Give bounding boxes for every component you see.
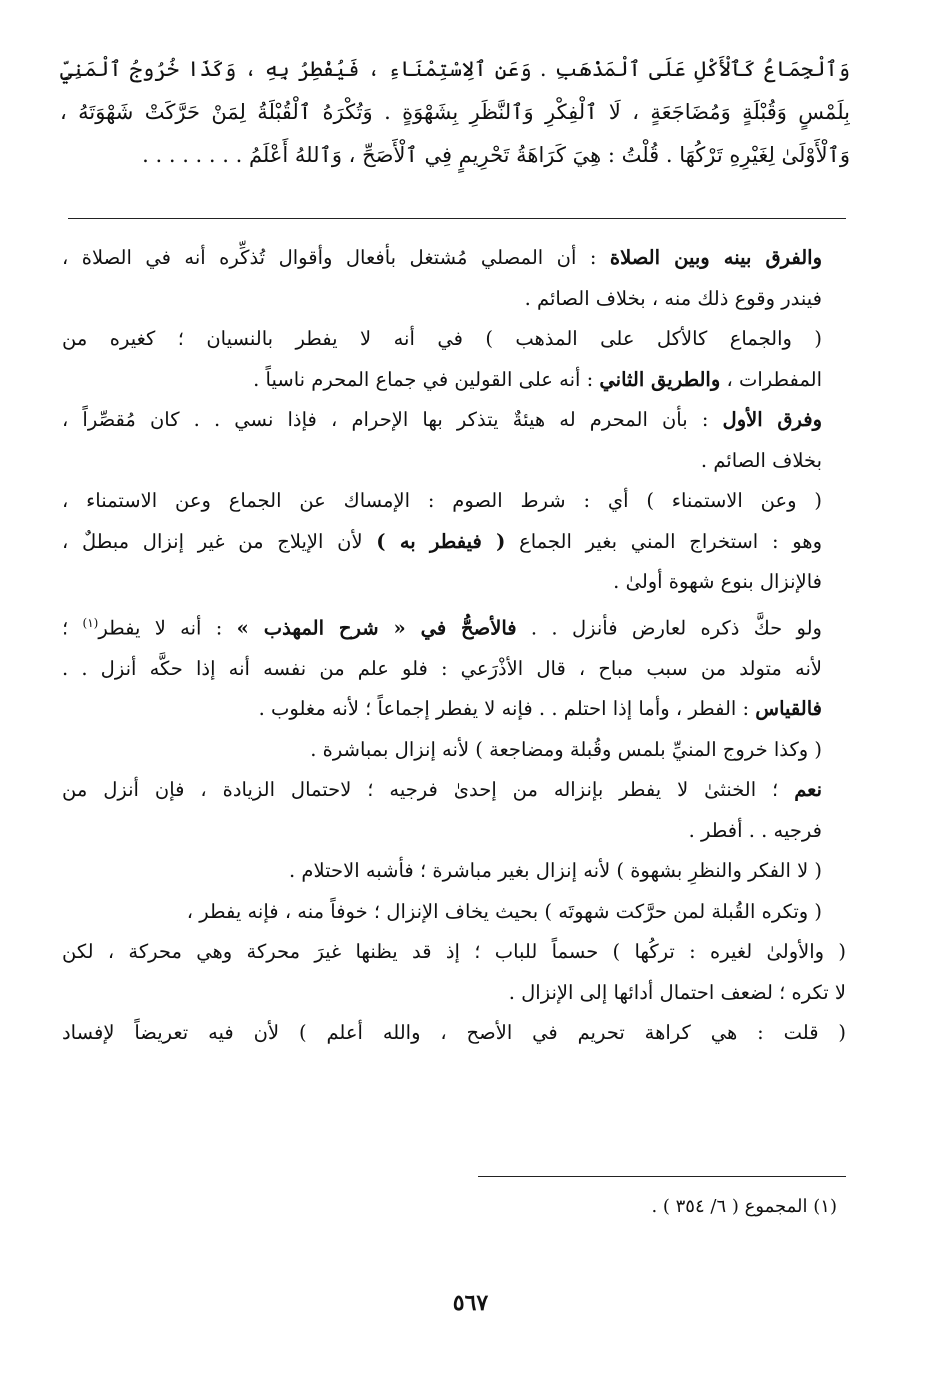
bold-lead: والطريق الثاني [599,367,721,391]
bold-lead: نعم [794,778,822,801]
matn-separator-rule [68,218,846,219]
matn-line: وَٱلْأَوْلَىٰ لِغَيْرِهِ تَرْكُهَا . قُلْتُ : هِيَ كَرَاهَةُ تَحْرِيمٍ فِي ٱلْأَصَحِّ ، وَٱللهُ أَعْلَمُ . . . . . . . . [142,143,850,167]
page-number: ٥٦٧ [452,1290,489,1316]
commentary-paragraph: ولو حكَّ ذكره لعارض فأنزل . . فالأصحُّ في « شرح المهذب » : أنه لا يفطر$^{(١)}$ ؛ لأنه متولد من سبب مباح ، قال الأذْرَعي : فلو علم من نفسه أنه إذا حكَّه أنزل . . فالقياس : الفطر ، وأما إذا احتلم . . فإنه لا يفطر إجماعاً ؛ لأنه مغلوب . [62,615,822,720]
commentary-paragraph: والفرق بينه وبين الصلاة : أن المصلي مُشتغل بأفعال وأقوال تُذكِّره أنه في الصلاة ، فيندر وقوع ذلك منه ، بخلاف الصائم . [62,246,822,310]
bold-lead: فالقياس [755,697,822,720]
commentary-paragraph: ( والجماع كالأكل على المذهب ) في أنه لا يفطر بالنسيان ؛ كغيره من المفطرات ، والطريق الثاني : أنه على القولين في جماع المحرم ناسياً . [62,327,822,391]
bold-lead: فالأصحُّ في « شرح المهذب » [236,616,517,639]
bold-lead: والفرق بينه وبين الصلاة [609,246,822,269]
commentary-paragraph: وفرق الأول : بأن المحرم له هيئةٌ يتذكر بها الإحرام ، فإذا نسي . . كان مُقصِّراً ، بخلاف الصائم . [62,408,823,472]
matn-line: بِلَمْسٍ وَقُبْلَةٍ وَمُضَاجَعَةٍ ، لَا ٱلْفِكْرِ وَٱلنَّظَرِ بِشَهْوَةٍ . وَتُكْرَهُ ٱلْقُبْلَةُ لِمَنْ حَرَّكَتْ شَهْوَتَهُ ، [60,100,850,124]
matn-line: وَٱلْجِمَاعُ كَٱلْأَكْلِ عَلَى ٱلْمَذْهَبِ . وَعَنِ ٱلِاسْتِمْنَاءِ ، فَيُفْطِرُ بِهِ ، وَكَذَا خُرُوجُ ٱلْمَنِيِّ [60,57,850,81]
matn-text [60,48,850,177]
commentary-paragraph: نعم ؛ الخنثىٰ لا يفطر بإنزاله من إحدىٰ فرجيه ؛ لاحتمال الزيادة ، فإن أنزل من فرجيه . . أفطر . [62,778,822,842]
commentary-paragraph: ( لا الفكر والنظرِ بشهوة ) لأنه إنزال بغير مباشرة ؛ فأشبه الاحتلام . [289,859,822,882]
footnote: (١) المجموع ( ٦/ ٣٥٤ ) . [651,1196,837,1217]
commentary-paragraph: ( والأولىٰ لغيره : تركُها ) حسماً للباب ؛ إذ قد يظنها غيرَ محركة وهي محركة ، لكن لا تكره ؛ لضعف احتمال أدائها إلى الإنزال . [62,940,846,1004]
commentary-paragraph: ( قلت : هي كراهة تحريم في الأصح ، والله أعلم ) لأن فيه تعريضاً لإفساد [62,1021,846,1044]
commentary-text [62,238,846,1054]
bold-lead: وفرق الأول [722,408,823,431]
footnote-reference: (١) [82,615,99,630]
commentary-paragraph: ( وعن الاستمناء ) أي : شرط الصوم : الإمساك عن الجماع وعن الاستمناء ، وهو : استخراج المني بغير الجماع ( فيفطر به ) لأن الإيلاج من غير إنزال مبطلٌ ، فالإنزال بنوع شهوة أولىٰ . [62,489,822,593]
commentary-paragraph: ( وكذا خروج المنيِّ بلمس وقُبلة ومضاجعة ) لأنه إنزال بمباشرة . [310,737,822,761]
footnote-separator-rule [478,1176,846,1177]
commentary-paragraph: ( وتكره القُبلة لمن حرَّكت شهوتَه ) بحيث يخاف الإنزال ؛ خوفاً منه ، فإنه يفطر ، [186,899,822,923]
